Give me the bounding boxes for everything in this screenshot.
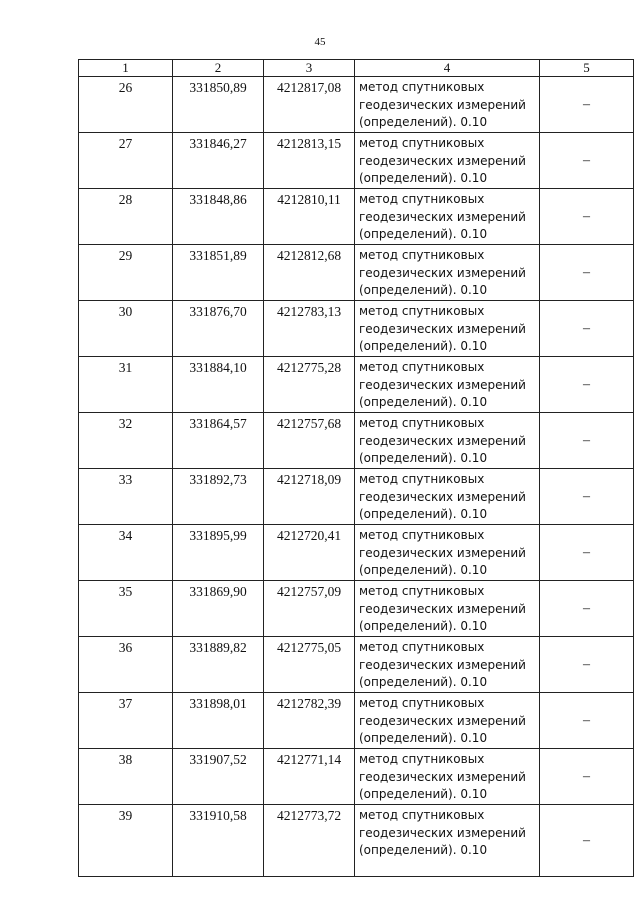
y-coordinate-cell: 4212718,09 <box>264 469 355 525</box>
method-description-cell <box>355 581 540 637</box>
method-line-2: геодезических измерений <box>359 713 526 728</box>
y-coordinate-cell: 4212775,05 <box>264 637 355 693</box>
y-coordinate-cell: 4212813,15 <box>264 133 355 189</box>
table-row <box>79 637 634 693</box>
column-5-cell: – <box>540 525 634 581</box>
method-description-cell <box>355 133 540 189</box>
column-5-cell: – <box>540 245 634 301</box>
method-line-3: (определений). 0.10 <box>359 283 488 297</box>
method-line-3: (определений). 0.10 <box>359 339 488 353</box>
table-row <box>79 413 634 469</box>
method-description-cell <box>355 357 540 413</box>
table-row <box>79 357 634 413</box>
method-line-2: геодезических измерений <box>359 153 526 168</box>
method-line-1: метод спутниковых <box>359 528 485 542</box>
method-line-1: метод спутниковых <box>359 640 485 654</box>
method-description-cell <box>355 413 540 469</box>
method-description-cell <box>355 189 540 245</box>
page-number: 45 <box>314 36 326 48</box>
x-coordinate-cell: 331876,70 <box>173 301 264 357</box>
table-row <box>79 469 634 525</box>
method-line-3: (определений). 0.10 <box>359 619 488 633</box>
y-coordinate-cell: 4212775,28 <box>264 357 355 413</box>
method-line-3: (определений). 0.10 <box>359 451 488 465</box>
column-5-cell: – <box>540 805 634 877</box>
x-coordinate-cell: 331895,99 <box>173 525 264 581</box>
method-line-2: геодезических измерений <box>359 377 526 392</box>
column-5-cell: – <box>540 301 634 357</box>
method-description-cell <box>355 245 540 301</box>
method-line-2: геодезических измерений <box>359 265 526 280</box>
x-coordinate-cell: 331869,90 <box>173 581 264 637</box>
method-description-cell <box>355 301 540 357</box>
column-5-cell: – <box>540 581 634 637</box>
y-coordinate-cell: 4212810,11 <box>264 189 355 245</box>
table-row <box>79 805 634 877</box>
table-row <box>79 693 634 749</box>
header-cell-2: 2 <box>173 60 264 77</box>
method-line-2: геодезических измерений <box>359 433 526 448</box>
method-line-1: метод спутниковых <box>359 472 485 486</box>
method-description-cell <box>355 525 540 581</box>
method-line-2: геодезических измерений <box>359 601 526 616</box>
method-line-1: метод спутниковых <box>359 80 485 94</box>
point-number-cell: 26 <box>79 77 173 133</box>
point-number-cell: 27 <box>79 133 173 189</box>
table-header <box>79 60 634 77</box>
column-5-cell: – <box>540 357 634 413</box>
method-line-1: метод спутниковых <box>359 304 485 318</box>
x-coordinate-cell: 331892,73 <box>173 469 264 525</box>
header-cell-4: 4 <box>355 60 540 77</box>
method-line-3: (определений). 0.10 <box>359 171 488 185</box>
point-number-cell: 32 <box>79 413 173 469</box>
table-row <box>79 301 634 357</box>
column-5-cell: – <box>540 189 634 245</box>
y-coordinate-cell: 4212757,09 <box>264 581 355 637</box>
x-coordinate-cell: 331910,58 <box>173 805 264 877</box>
x-coordinate-cell: 331884,10 <box>173 357 264 413</box>
x-coordinate-cell: 331850,89 <box>173 77 264 133</box>
method-line-3: (определений). 0.10 <box>359 395 488 409</box>
column-5-cell: – <box>540 637 634 693</box>
method-line-3: (определений). 0.10 <box>359 843 488 857</box>
point-number-cell: 28 <box>79 189 173 245</box>
method-line-1: метод спутниковых <box>359 192 485 206</box>
point-number-cell: 38 <box>79 749 173 805</box>
column-5-cell: – <box>540 693 634 749</box>
table-row <box>79 77 634 133</box>
x-coordinate-cell: 331851,89 <box>173 245 264 301</box>
table-row <box>79 525 634 581</box>
y-coordinate-cell: 4212720,41 <box>264 525 355 581</box>
point-number-cell: 35 <box>79 581 173 637</box>
method-line-1: метод спутниковых <box>359 416 485 430</box>
method-line-3: (определений). 0.10 <box>359 787 488 801</box>
table-body <box>79 77 634 877</box>
method-line-3: (определений). 0.10 <box>359 227 488 241</box>
x-coordinate-cell: 331898,01 <box>173 693 264 749</box>
column-5-cell: – <box>540 133 634 189</box>
table-row <box>79 245 634 301</box>
method-line-2: геодезических измерений <box>359 97 526 112</box>
column-5-cell: – <box>540 469 634 525</box>
column-5-cell: – <box>540 77 634 133</box>
method-description-cell <box>355 469 540 525</box>
method-line-2: геодезических измерений <box>359 209 526 224</box>
x-coordinate-cell: 331889,82 <box>173 637 264 693</box>
y-coordinate-cell: 4212817,08 <box>264 77 355 133</box>
method-line-1: метод спутниковых <box>359 136 485 150</box>
point-number-cell: 34 <box>79 525 173 581</box>
method-line-3: (определений). 0.10 <box>359 563 488 577</box>
y-coordinate-cell: 4212783,13 <box>264 301 355 357</box>
method-line-3: (определений). 0.10 <box>359 115 488 129</box>
method-description-cell <box>355 77 540 133</box>
point-number-cell: 29 <box>79 245 173 301</box>
point-number-cell: 37 <box>79 693 173 749</box>
y-coordinate-cell: 4212782,39 <box>264 693 355 749</box>
header-cell-3: 3 <box>264 60 355 77</box>
column-5-cell: – <box>540 413 634 469</box>
point-number-cell: 39 <box>79 805 173 877</box>
method-line-1: метод спутниковых <box>359 248 485 262</box>
point-number-cell: 31 <box>79 357 173 413</box>
method-description-cell <box>355 693 540 749</box>
method-line-2: геодезических измерений <box>359 769 526 784</box>
method-line-3: (определений). 0.10 <box>359 731 488 745</box>
method-line-1: метод спутниковых <box>359 696 485 710</box>
method-line-1: метод спутниковых <box>359 752 485 766</box>
method-line-2: геодезических измерений <box>359 489 526 504</box>
table-row <box>79 749 634 805</box>
method-description-cell <box>355 637 540 693</box>
x-coordinate-cell: 331846,27 <box>173 133 264 189</box>
table-row <box>79 581 634 637</box>
y-coordinate-cell: 4212771,14 <box>264 749 355 805</box>
method-line-2: геодезических измерений <box>359 825 526 840</box>
method-line-1: метод спутниковых <box>359 360 485 374</box>
method-line-2: геодезических измерений <box>359 545 526 560</box>
method-line-1: метод спутниковых <box>359 584 485 598</box>
table-row <box>79 189 634 245</box>
y-coordinate-cell: 4212812,68 <box>264 245 355 301</box>
x-coordinate-cell: 331907,52 <box>173 749 264 805</box>
y-coordinate-cell: 4212773,72 <box>264 805 355 877</box>
method-line-2: геодезических измерений <box>359 657 526 672</box>
point-number-cell: 30 <box>79 301 173 357</box>
method-description-cell <box>355 749 540 805</box>
method-line-3: (определений). 0.10 <box>359 675 488 689</box>
method-line-1: метод спутниковых <box>359 808 485 822</box>
method-line-3: (определений). 0.10 <box>359 507 488 521</box>
header-row <box>79 60 634 77</box>
table-row <box>79 133 634 189</box>
method-description-cell <box>355 805 540 877</box>
point-number-cell: 36 <box>79 637 173 693</box>
point-number-cell: 33 <box>79 469 173 525</box>
x-coordinate-cell: 331864,57 <box>173 413 264 469</box>
method-line-2: геодезических измерений <box>359 321 526 336</box>
column-5-cell: – <box>540 749 634 805</box>
y-coordinate-cell: 4212757,68 <box>264 413 355 469</box>
header-cell-5: 5 <box>540 60 634 77</box>
header-cell-1: 1 <box>79 60 173 77</box>
x-coordinate-cell: 331848,86 <box>173 189 264 245</box>
coordinates-table <box>78 59 634 877</box>
